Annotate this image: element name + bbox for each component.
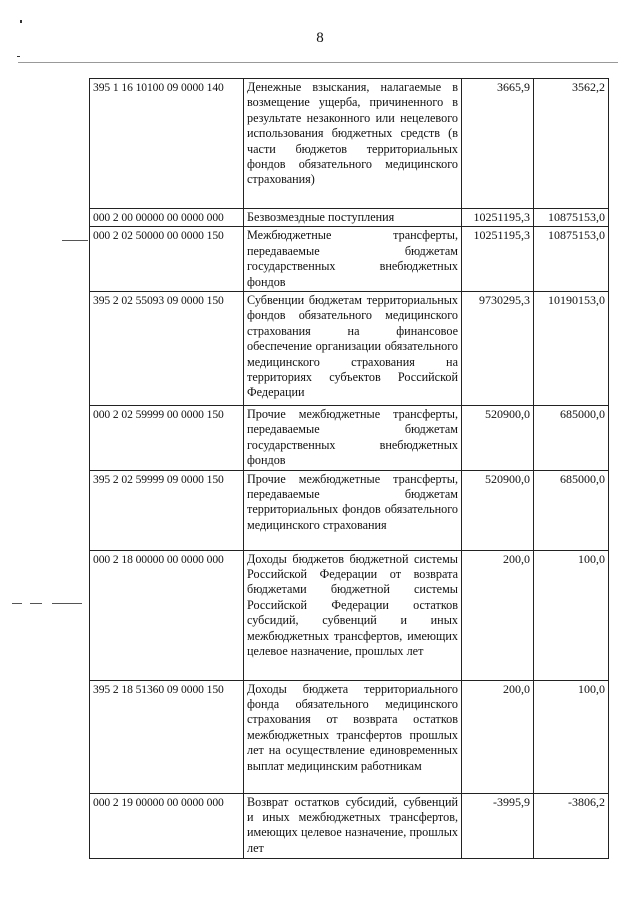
table-row	[90, 292, 609, 406]
budget-code: 000 2 18 00000 00 0000 000	[90, 550, 244, 680]
value-column-2: 10190153,0	[534, 292, 609, 406]
item-description: Межбюджетные трансферты, передаваемые бюджетам государственных внебюджетных фондов	[244, 227, 462, 292]
value-column-2: 10875153,0	[534, 227, 609, 292]
value-column-2: 100,0	[534, 680, 609, 793]
margin-dash	[30, 603, 42, 604]
item-description: Возврат остатков субсидий, субвенций и иных межбюджетных трансфертов, имеющих целевое назначение, прошлых лет	[244, 793, 462, 858]
value-column-1: 520900,0	[462, 470, 534, 550]
item-description: Доходы бюджетов бюджетной системы Российской Федерации от возврата бюджетами бюджетной системы Российской Федерации остатков субсидий, субвенций и иных межбюджетных трансфертов, имеющих целевое назначение, прошлых лет	[244, 550, 462, 680]
budget-code: 000 2 02 50000 00 0000 150	[90, 227, 244, 292]
budget-code: 000 2 00 00000 00 0000 000	[90, 209, 244, 227]
budget-code: 395 2 02 55093 09 0000 150	[90, 292, 244, 406]
value-column-1: 9730295,3	[462, 292, 534, 406]
value-column-2: 685000,0	[534, 470, 609, 550]
value-column-1: 520900,0	[462, 406, 534, 471]
value-column-2: 100,0	[534, 550, 609, 680]
budget-code: 395 2 02 59999 09 0000 150	[90, 470, 244, 550]
value-column-1: 10251195,3	[462, 209, 534, 227]
value-column-2: 10875153,0	[534, 209, 609, 227]
value-column-2: 3562,2	[534, 79, 609, 209]
item-description: Денежные взыскания, налагаемые в возмещение ущерба, причиненного в результате незаконного или нецелевого использования бюджетных средств (в части бюджетов территориальных фондов обязательного медицинского страхования)	[244, 79, 462, 209]
header-rule	[18, 62, 618, 63]
margin-dash	[12, 603, 22, 604]
table-row	[90, 209, 609, 227]
table-row	[90, 793, 609, 858]
budget-code: 000 2 19 00000 00 0000 000	[90, 793, 244, 858]
margin-dash	[52, 603, 82, 604]
margin-dash	[62, 240, 88, 241]
item-description: Субвенции бюджетам территориальных фондов обязательного медицинского страхования на финансовое обеспечение организации обязательного медицинского страхования на территориях субъектов Российской Федерации	[244, 292, 462, 406]
item-description: Безвозмездные поступления	[244, 209, 462, 227]
item-description: Доходы бюджета территориального фонда обязательного медицинского страхования от возврата остатков межбюджетных трансфертов прошлых лет на осуществление единовременных выплат медицинским работникам	[244, 680, 462, 793]
scan-artifact-dot	[20, 20, 22, 23]
value-column-1: 3665,9	[462, 79, 534, 209]
table-row	[90, 406, 609, 471]
value-column-1: 10251195,3	[462, 227, 534, 292]
table-row	[90, 79, 609, 209]
table-row	[90, 680, 609, 793]
item-description: Прочие межбюджетные трансферты, передаваемые бюджетам государственных внебюджетных фондов	[244, 406, 462, 471]
value-column-1: 200,0	[462, 680, 534, 793]
table-row	[90, 550, 609, 680]
value-column-2: -3806,2	[534, 793, 609, 858]
item-description: Прочие межбюджетные трансферты, передаваемые бюджетам территориальных фондов обязательного медицинского страхования	[244, 470, 462, 550]
page-number: 8	[316, 30, 324, 46]
value-column-1: 200,0	[462, 550, 534, 680]
scan-artifact-dot	[17, 56, 20, 57]
value-column-2: 685000,0	[534, 406, 609, 471]
budget-code: 395 2 18 51360 09 0000 150	[90, 680, 244, 793]
table-row	[90, 470, 609, 550]
budget-code: 000 2 02 59999 00 0000 150	[90, 406, 244, 471]
budget-revenue-table	[89, 78, 609, 859]
value-column-1: -3995,9	[462, 793, 534, 858]
budget-code: 395 1 16 10100 09 0000 140	[90, 79, 244, 209]
table-row	[90, 227, 609, 292]
